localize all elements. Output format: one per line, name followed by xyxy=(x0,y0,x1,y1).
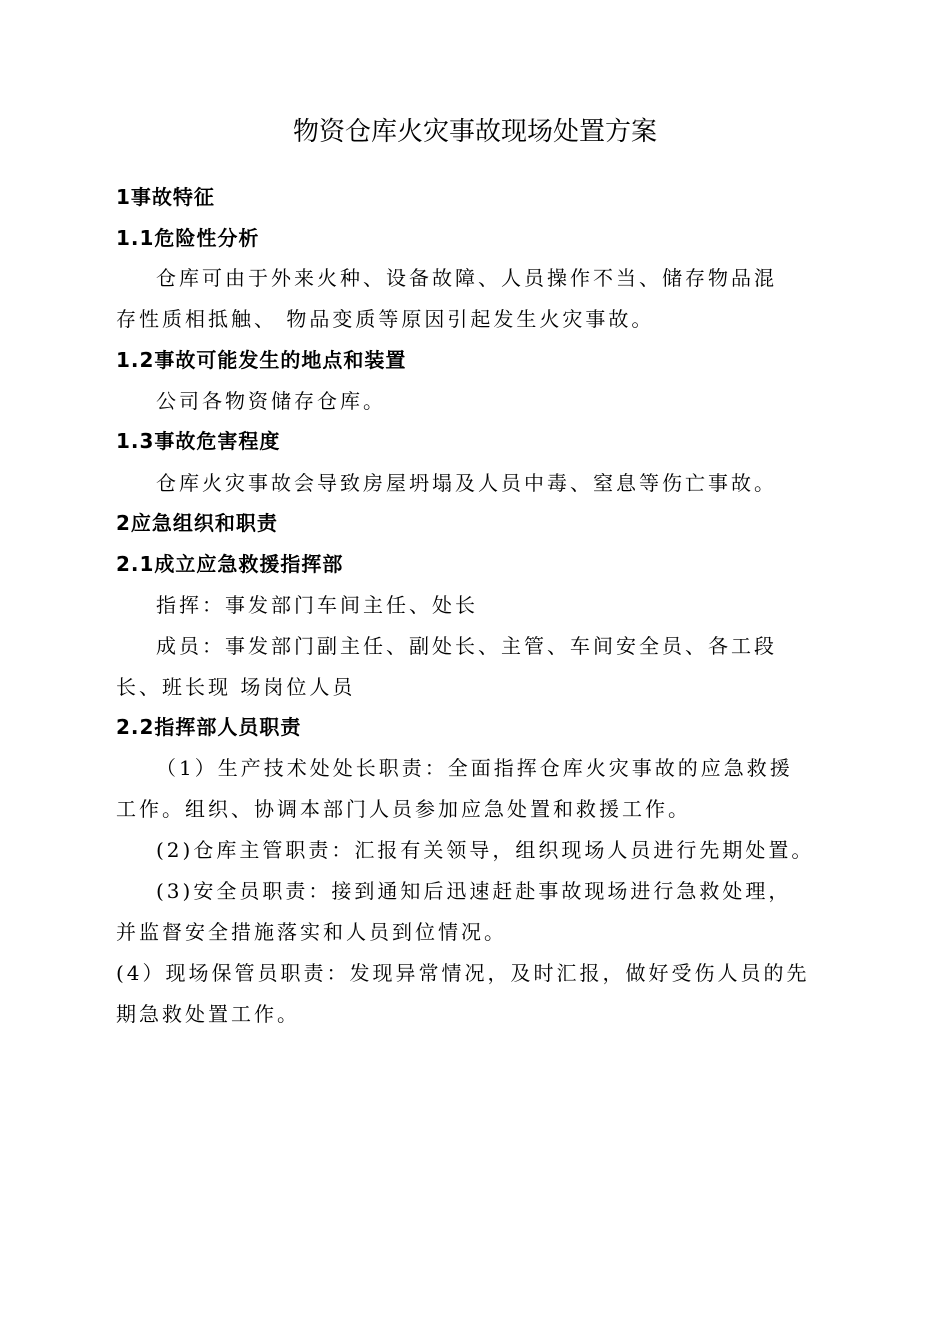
subsection-heading-1-3: 1.3事故危害程度 xyxy=(116,429,281,453)
paragraph-line: （1）生产技术处处长职责：全面指挥仓库火灾事故的应急救援 xyxy=(156,756,793,780)
paragraph-line: 仓库可由于外来火种、设备故障、人员操作不当、储存物品混 xyxy=(156,266,777,290)
paragraph-line: (3)安全员职责：接到通知后迅速赶赴事故现场进行急救处理， xyxy=(156,879,792,903)
paragraph-line: 长、班长现 场岗位人员 xyxy=(116,675,356,699)
paragraph-line: 期急救处置工作。 xyxy=(116,1002,300,1026)
paragraph-line: 指挥：事发部门车间主任、处长 xyxy=(156,593,478,617)
paragraph-line: 存性质相抵触、 物品变质等原因引起发生火灾事故。 xyxy=(116,307,655,331)
document-title: 物资仓库火灾事故现场处置方案 xyxy=(292,117,657,147)
paragraph-line: (2)仓库主管职责：汇报有关领导，组织现场人员进行先期处置。 xyxy=(156,838,815,862)
paragraph-line: 成员：事发部门副主任、副处长、主管、车间安全员、各工段 xyxy=(156,634,777,658)
paragraph-line: (4）现场保管员职责：发现异常情况，及时汇报，做好受伤人员的先 xyxy=(116,961,810,985)
paragraph-line: 公司各物资储存仓库。 xyxy=(156,389,386,413)
subsection-heading-1-1: 1.1危险性分析 xyxy=(116,226,260,250)
paragraph-line: 工作。组织、协调本部门人员参加应急处置和救援工作。 xyxy=(116,797,691,821)
paragraph-line: 仓库火灾事故会导致房屋坍塌及人员中毒、窒息等伤亡事故。 xyxy=(156,471,777,495)
subsection-heading-1-2: 1.2事故可能发生的地点和装置 xyxy=(116,348,407,372)
subsection-heading-2-1: 2.1成立应急救援指挥部 xyxy=(116,552,344,576)
section-heading-1: 1事故特征 xyxy=(116,185,215,209)
section-heading-2: 2应急组织和职责 xyxy=(116,511,278,535)
subsection-heading-2-2: 2.2指挥部人员职责 xyxy=(116,715,302,739)
paragraph-line: 并监督安全措施落实和人员到位情况。 xyxy=(116,920,507,944)
